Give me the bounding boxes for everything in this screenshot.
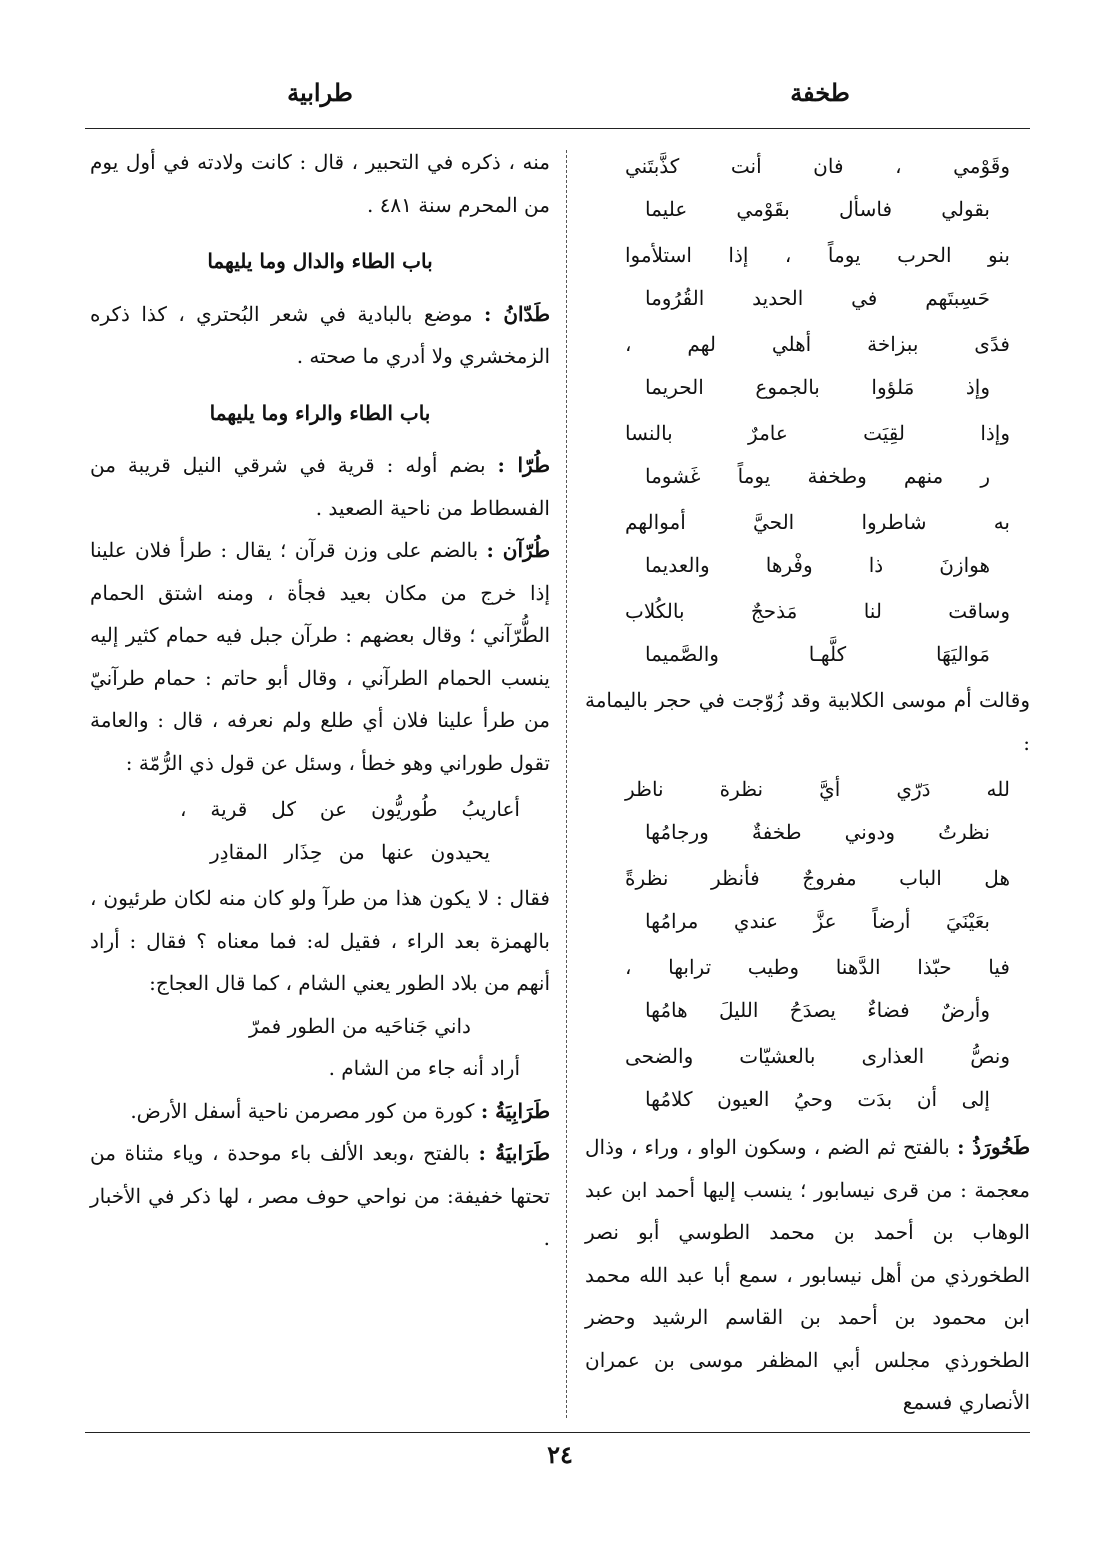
entry-headword: طُرّا : xyxy=(497,453,551,477)
right-column xyxy=(585,141,1030,1424)
verse-first-hemistich: فيا حبّذا الدَّهنا وطيب ترابها ، xyxy=(625,955,1010,979)
entry-headword: طَخُورَذُ : xyxy=(957,1135,1031,1159)
verse xyxy=(585,145,1030,230)
verse-second-hemistich: ر منهم وطخفة يوماً غَشوما xyxy=(645,463,990,488)
page-header-right: طخفة xyxy=(790,78,850,107)
verse-second-hemistich: حَسِبتَهم في الحديد القُرُوما xyxy=(645,285,990,310)
verse-first-hemistich: أعاريبُ طُوريُّون عن كل قرية ، xyxy=(180,797,520,821)
paragraph: منه ، ذكره في التحبير ، قال : كانت ولادته في أول يوم من المحرم سنة ٤٨١ . xyxy=(90,150,550,217)
verse-first-hemistich: هل الباب مفروجٌ فأنظر نظرةً xyxy=(625,866,1010,890)
paragraph: أراد أنه جاء من الشام . xyxy=(328,1056,520,1080)
verse-second-hemistich: مَواليَهَا كلَّهـا والصَّميما xyxy=(645,641,990,666)
page-number: ٢٤ xyxy=(547,1440,573,1469)
entry-headword: طَدّانُ : xyxy=(483,301,551,326)
dictionary-entry xyxy=(90,1090,550,1133)
verse-second-hemistich: يحيدون عنها من حِذَار المقادِر xyxy=(210,839,490,864)
verse xyxy=(90,788,550,873)
verse-first-hemistich: وإذا لقِيَت عامرٌ بالنسا xyxy=(625,421,1010,445)
verse-first-hemistich: فدًى ببزاخة أهلي لهم ، xyxy=(625,332,1010,356)
dictionary-entry xyxy=(585,1126,1030,1424)
verse-second-hemistich: بعَيْنَيَ أرضاً عزَّ عندي مرامُها xyxy=(645,908,990,933)
verse-second-hemistich: هوازنَ ذا وفْرها والعديما xyxy=(645,552,990,577)
verse-line: داني جَناحَيه من الطور فمرّ xyxy=(249,1013,471,1038)
paragraph: فقال : لا يكون هذا من طرآ ولو كان منه لكان طرئيون ، بالهمزة بعد الراء ، فقيل له: فما معناه ؟ فقال : أراد أنهم من بلاد الطور يعني الشام ، كما قال العجاج: xyxy=(90,886,550,995)
verse-second-hemistich: وإذ مَلؤوا بالجموع الحريما xyxy=(645,374,990,399)
verse-second-hemistich: بقولي فاسأل بقَوْمي عليما xyxy=(645,196,990,221)
verse xyxy=(585,946,1030,1031)
dictionary-entry xyxy=(90,529,550,784)
paragraph: وقالت أم موسى الكلابية وقد زُوّجت في حجر باليمامة : xyxy=(585,688,1030,755)
entry-text: بالفتح ،وبعد الألف باء موحدة ، وياء مثناة من تحتها خفيفة: من نواحي حوف مصر ، لها ذكر في الأخبار . xyxy=(90,1141,550,1250)
entry-headword: طُرّآن : xyxy=(486,538,551,562)
dictionary-entry xyxy=(90,444,550,529)
entry-text: موضع بالبادية في شعر البُحتري ، كذا ذكره الزمخشري ولا أدري ما صحته . xyxy=(90,301,550,368)
verse-first-hemistich: لله دَرّي أيَّ نظرة ناظر xyxy=(625,777,1010,801)
verse xyxy=(585,590,1030,675)
column-divider xyxy=(566,150,567,1418)
verse xyxy=(585,1035,1030,1120)
entry-headword: طَرَابِيَةُ : xyxy=(480,1098,550,1123)
header-rule xyxy=(85,128,1030,129)
entry-headword: طَرَابيَةُ : xyxy=(478,1141,550,1165)
verse xyxy=(585,323,1030,408)
verse-second-hemistich: نظرتُ ودوني طخفةٌ ورجامُها xyxy=(645,819,990,844)
verse-second-hemistich: وأرضٌ فضاءٌ يصدَحُ الليلَ هامُها xyxy=(645,997,990,1022)
verse-second-hemistich: إلى أن بدَت وحيُ العيون كلامُها xyxy=(645,1086,990,1111)
verse xyxy=(585,768,1030,853)
left-column xyxy=(90,141,550,1260)
entry-text: بالفتح ثم الضم ، وسكون الواو ، وراء ، وذال معجمة : من قرى نيسابور ؛ ينسب إليها أحمد ابن عبد الوهاب بن أحمد بن محمد الطوسي أبو نصر الطخورذي من أهل نيسابور ، سمع أبا عبد الله محمد ابن محمود بن أحمد بن القاسم الرشيد وحضر الطخورذي مجلس أبي المظفر موسى بن عمران الأنصاري فسمع xyxy=(585,1135,1030,1414)
section-heading: باب الطاء والراء وما يليهما xyxy=(209,400,431,425)
verse-first-hemistich: بنو الحرب يوماً ، إذا استلأموا xyxy=(625,243,1010,267)
entry-text: كورة من كور مصرمن ناحية أسفل الأرض. xyxy=(130,1098,475,1123)
page-header-left: طرابية xyxy=(287,78,353,107)
verse xyxy=(585,412,1030,497)
entry-text: بالضم على وزن قرآن ؛ يقال : طرأ فلان علينا إذا خرج من مكان بعيد فجأة ، ومنه اشتق الحمام الطُّرّآني ؛ وقال بعضهم : طرآن جبل فيه حمام كثير إليه ينسب الحمام الطرآني ، وقال أبو حاتم : حمام طرآنيّ من طرأ علينا فلان أي طلع ولم نعرفه ، قال : والعامة تقول طوراني وهو خطأ ، وسئل عن قول ذي الرُّمّة : xyxy=(90,538,550,775)
footer-rule xyxy=(85,1432,1030,1433)
verse-first-hemistich: وساقت لنا مَذحجٌ بالكُلاب xyxy=(625,599,1010,623)
verse xyxy=(585,501,1030,586)
dictionary-entry xyxy=(90,293,550,378)
verse-first-hemistich: وقَوْمي ، فان أنت كذَّبتَني xyxy=(625,154,1010,178)
verse-first-hemistich: ونصُّ العذارى بالعشيّات والضحى xyxy=(625,1044,1010,1068)
entry-text: بضم أوله : قرية في شرقي النيل قريبة من الفسطاط من ناحية الصعيد . xyxy=(90,453,550,520)
verse-first-hemistich: به شاطروا الحيَّ أموالهم xyxy=(625,510,1010,534)
verse xyxy=(585,234,1030,319)
dictionary-entry xyxy=(90,1132,550,1260)
verse xyxy=(585,857,1030,942)
section-heading: باب الطاء والدال وما يليهما xyxy=(207,249,433,273)
